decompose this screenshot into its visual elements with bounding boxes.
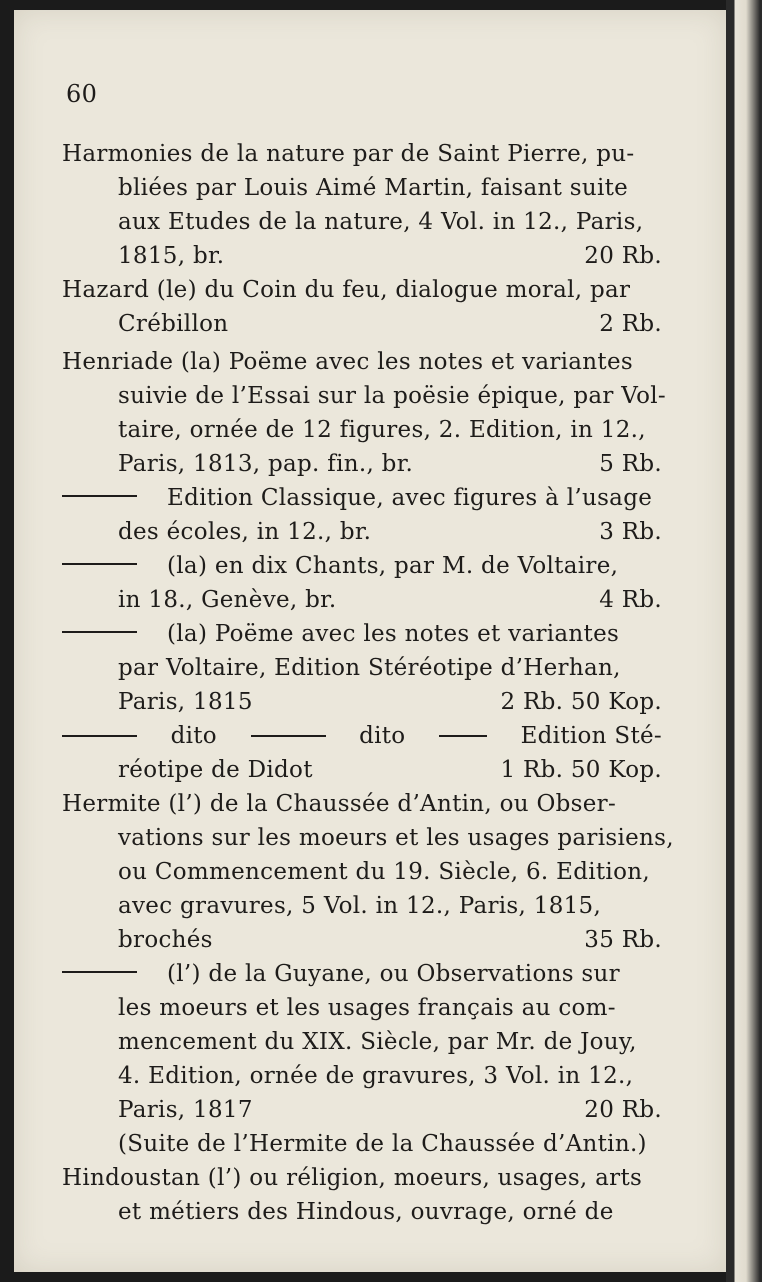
entry-henriade-line-2 (118, 380, 666, 412)
line-text: (la) Poëme avec les notes et variantes (167, 621, 620, 647)
entry-hindoustan-line-2 (118, 1196, 662, 1228)
ditto-word: dito (170, 723, 217, 749)
line-text: (l’) de la Guyane, ou Observations sur (167, 961, 620, 987)
entry-dito-line-1 (62, 720, 662, 752)
entry-poeme-line-1 (62, 618, 662, 650)
ditto-dash (62, 735, 137, 737)
line-text: Paris, 1817 (118, 1097, 253, 1123)
ditto-dash (439, 735, 487, 737)
entry-henriade-line-3 (118, 414, 662, 446)
line-text: Edition Classique, avec figures à l’usage (167, 485, 653, 511)
entry-hermite-line-3 (118, 856, 662, 888)
price: 3 Rb. (599, 519, 662, 545)
price: 5 Rb. (599, 451, 662, 477)
line-text: aux Etudes de la nature, 4 Vol. in 12., Paris, (118, 209, 644, 235)
entry-guyane-line-5 (118, 1094, 662, 1126)
ditto-word: dito (359, 723, 406, 749)
line-text: Crébillon (118, 311, 229, 337)
line-text: réotipe de Didot (118, 757, 313, 783)
entry-dito-line-2 (118, 754, 662, 786)
entry-guyane-line-6 (118, 1128, 662, 1160)
price: 20 Rb. (584, 1097, 662, 1123)
line-text: Henriade (la) Poëme avec les notes et variantes (62, 349, 633, 375)
line-text: taire, ornée de 12 figures, 2. Edition, in 12., (118, 417, 646, 443)
line-text: des écoles, in 12., br. (118, 519, 372, 545)
line-text: Paris, 1813, pap. fin., br. (118, 451, 414, 477)
entry-poeme-line-2 (118, 652, 662, 684)
entry-classique-line-1 (62, 482, 662, 514)
entry-poeme-line-3 (118, 686, 662, 718)
line-text: Hindoustan (l’) ou réligion, moeurs, usages, arts (62, 1165, 643, 1191)
ditto-dash (62, 563, 137, 565)
adjacent-page-edge (726, 0, 762, 1282)
line-text: et métiers des Hindous, ouvrage, orné de (118, 1199, 614, 1225)
entry-hermite-line-2 (118, 822, 674, 854)
entry-guyane-line-4 (118, 1060, 662, 1092)
entry-dix-chants-line-1 (62, 550, 662, 582)
ditto-row (62, 720, 662, 752)
ditto-dash (62, 631, 137, 633)
ditto-dash (62, 971, 137, 973)
line-text: brochés (118, 927, 213, 953)
entry-henriade-line-4 (118, 448, 662, 480)
line-text: suivie de l’Essai sur la poësie épique, par Vol- (118, 383, 666, 409)
line-text: bliées par Louis Aimé Martin, faisant suite (118, 175, 629, 201)
entry-classique-line-2 (118, 516, 662, 548)
line-text: ou Commencement du 19. Siècle, 6. Edition, (118, 859, 650, 885)
entry-guyane-line-3 (118, 1026, 662, 1058)
line-text: Hazard (le) du Coin du feu, dialogue moral, par (62, 277, 631, 303)
line-text: par Voltaire, Edition Stéréotipe d’Herhan, (118, 655, 621, 681)
entry-hindoustan-line-1 (62, 1162, 662, 1194)
entry-harmonies-line-3 (118, 206, 662, 238)
page-number: 60 (66, 80, 98, 108)
line-text: 4. Edition, ornée de gravures, 3 Vol. in 12., (118, 1063, 634, 1089)
entry-hermite-line-5 (118, 924, 662, 956)
price: 2 Rb. (599, 311, 662, 337)
book-page (14, 10, 726, 1272)
entry-henriade-line-1 (62, 346, 662, 378)
line-text: Edition Sté- (520, 723, 662, 749)
line-text: in 18., Genève, br. (118, 587, 337, 613)
line-text: Hermite (l’) de la Chaussée d’Antin, ou Obser- (62, 791, 617, 817)
entry-hazard-line-1 (62, 274, 662, 306)
line-text: (la) en dix Chants, par M. de Voltaire, (167, 553, 619, 579)
entry-guyane-line-1 (62, 958, 662, 990)
ditto-dash (62, 495, 137, 497)
line-text: 1815, br. (118, 243, 225, 269)
price: 4 Rb. (599, 587, 662, 613)
line-text: (Suite de l’Hermite de la Chaussée d’Antin.) (118, 1131, 647, 1157)
entry-dix-chants-line-2 (118, 584, 662, 616)
entry-hermite-line-4 (118, 890, 662, 922)
entry-harmonies-line-1 (62, 138, 662, 170)
line-text: avec gravures, 5 Vol. in 12., Paris, 1815, (118, 893, 602, 919)
entry-harmonies-text: Harmonies de la nature par de Saint Pierre, pu- (62, 141, 635, 167)
ditto-dash (251, 735, 326, 737)
line-text: Paris, 1815 (118, 689, 253, 715)
entry-hazard-line-2 (118, 308, 662, 340)
price: 35 Rb. (584, 927, 662, 953)
entry-harmonies-line-2 (118, 172, 662, 204)
entry-hermite-line-1 (62, 788, 662, 820)
price: 2 Rb. 50 Kop. (500, 689, 662, 715)
entry-harmonies-line-4 (118, 240, 662, 272)
entry-guyane-line-2 (118, 992, 662, 1024)
price: 1 Rb. 50 Kop. (500, 757, 662, 783)
line-text: mencement du XIX. Siècle, par Mr. de Jouy, (118, 1029, 637, 1055)
line-text: vations sur les moeurs et les usages parisiens, (118, 825, 674, 851)
line-text: les moeurs et les usages français au com- (118, 995, 616, 1021)
price: 20 Rb. (584, 243, 662, 269)
